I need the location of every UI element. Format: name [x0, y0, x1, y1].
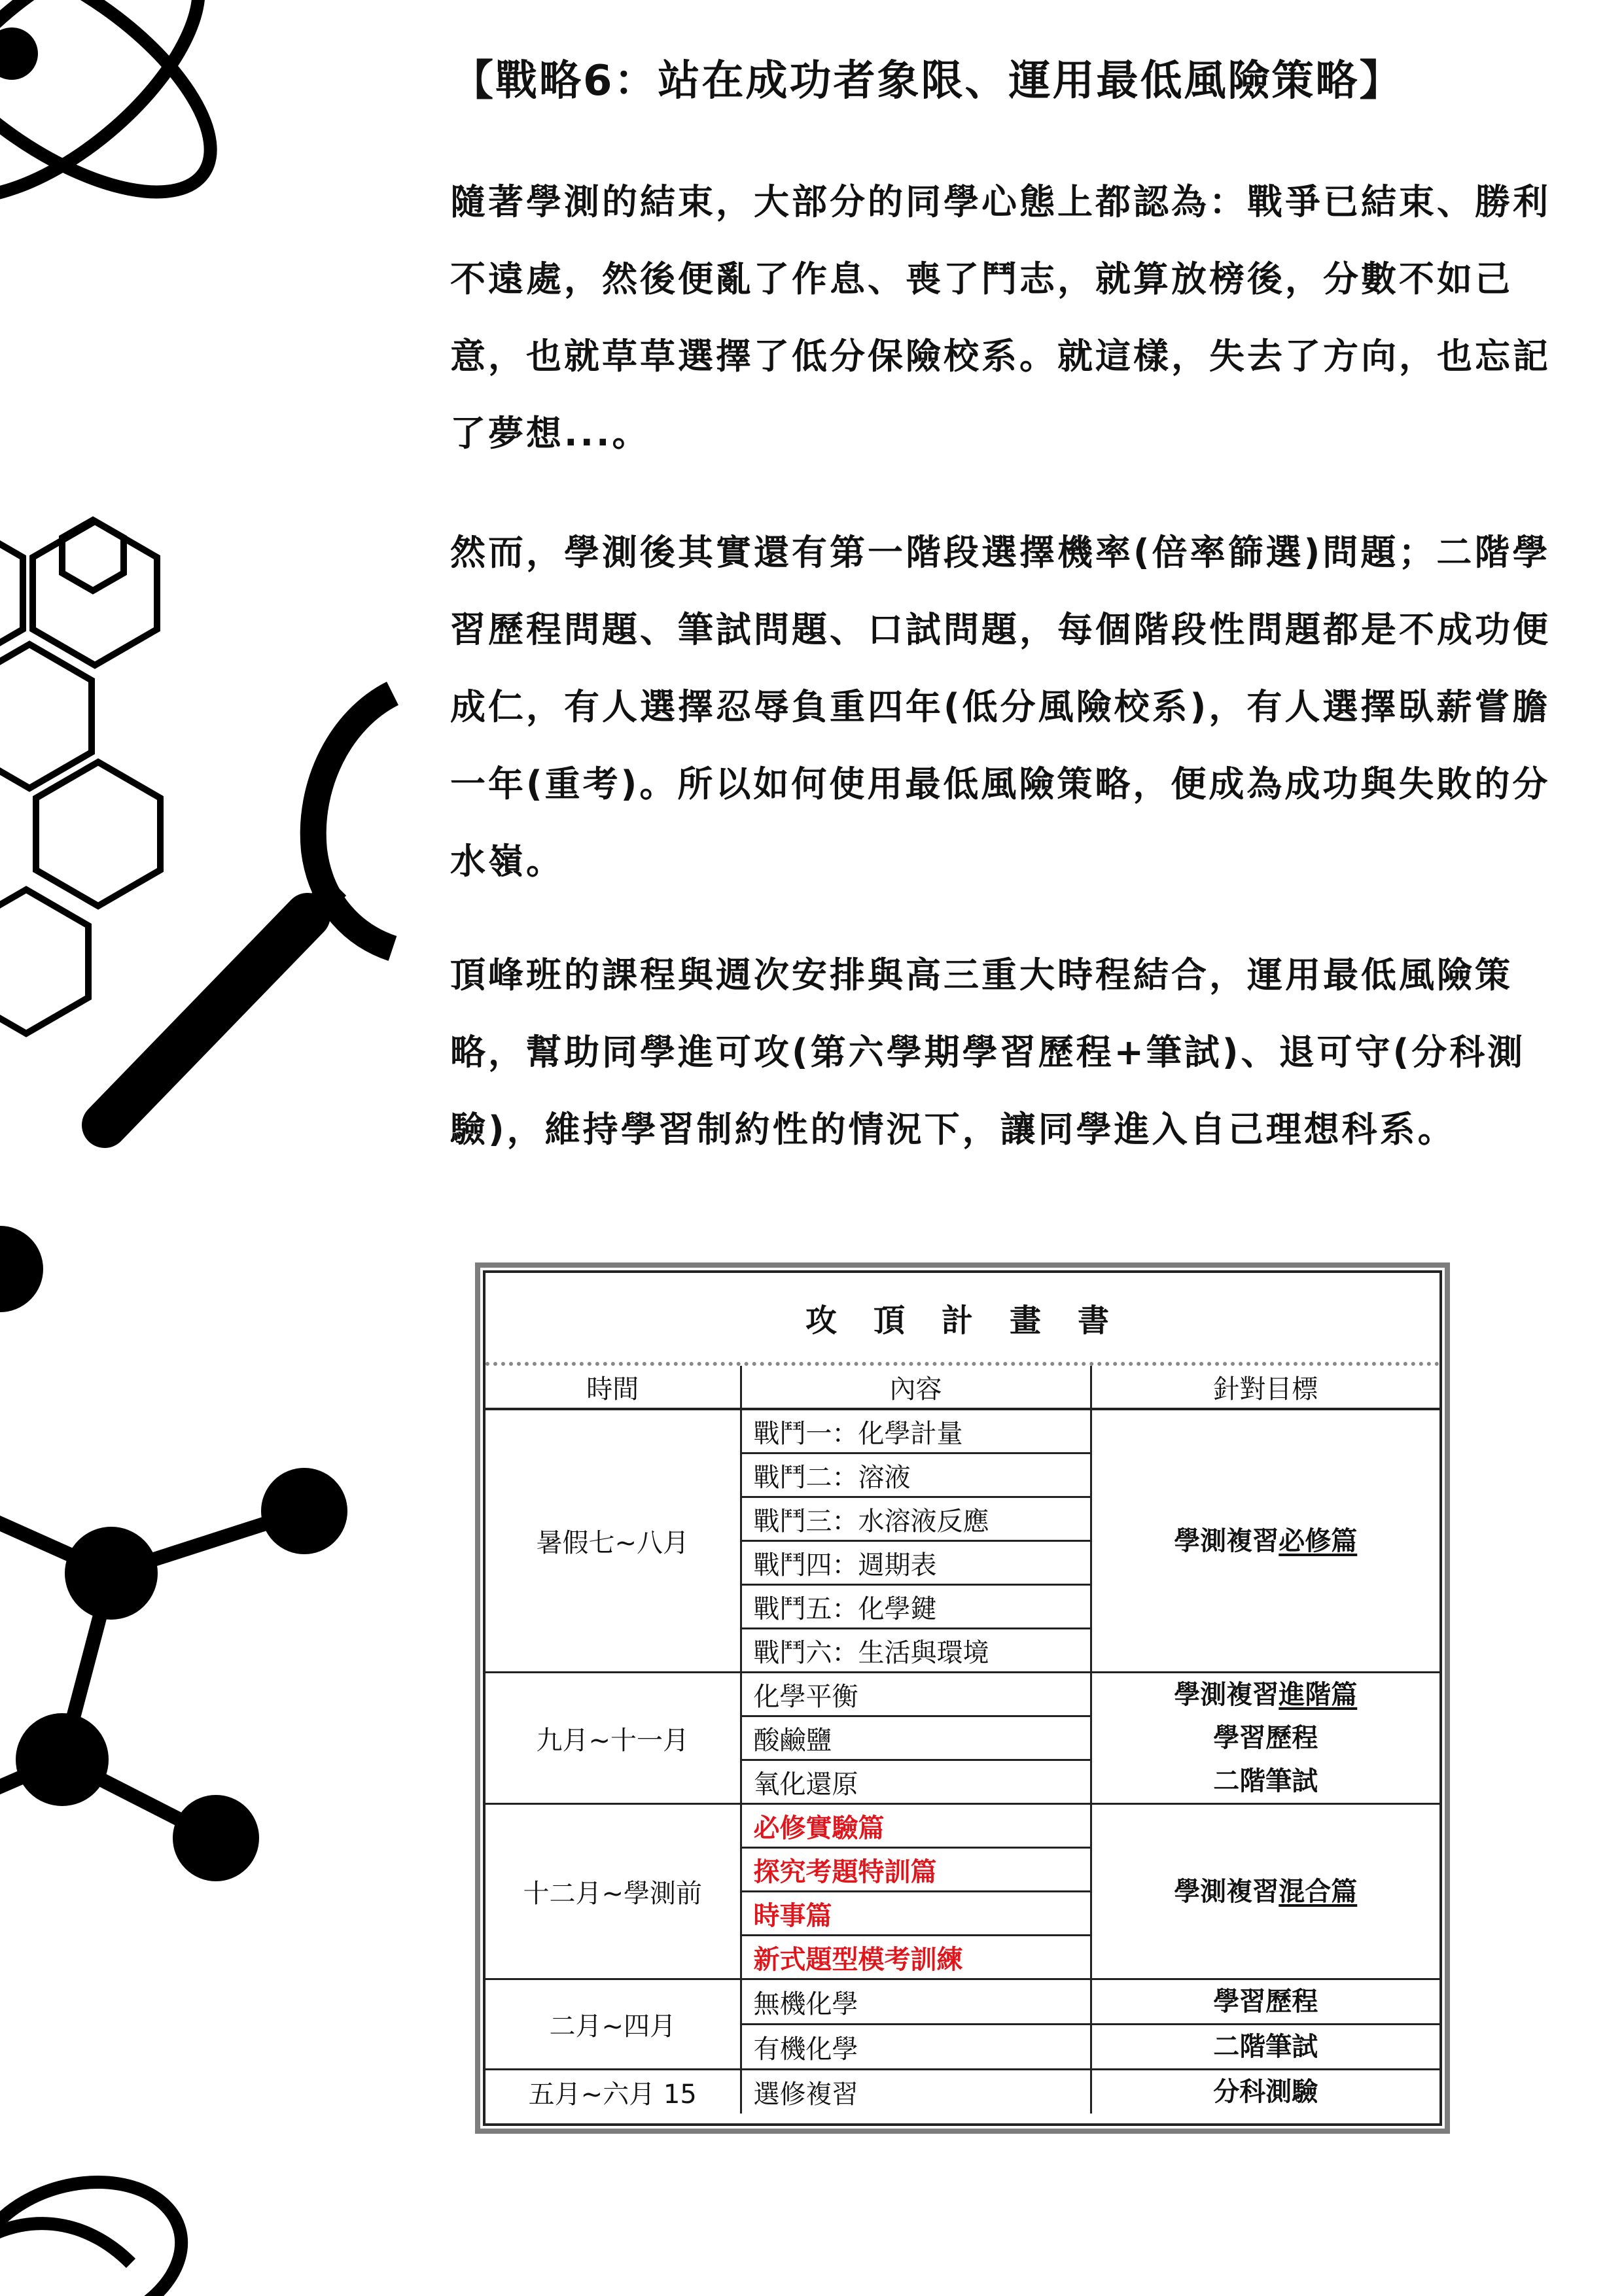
paragraph-3: 頂峰班的課程與週次安排與高三重大時程結合，運用最低風險策略，幫助同學進可攻(第六學期學習歷程+筆試)、退可守(分科測驗)，維持學習制約性的情況下，讓同學進入自己理想科系。	[450, 954, 1526, 1150]
content-cell: 氧化還原	[741, 1760, 1091, 1804]
target-prefix: 學測複習	[1174, 1876, 1279, 1907]
target-cell: 二階筆試	[1091, 2025, 1439, 2070]
molecule-structure-icon	[0, 1233, 340, 1874]
magnifying-glass-icon	[105, 693, 393, 1125]
target-line: 學習歷程	[1213, 1723, 1318, 1753]
time-cell: 暑假七~八月	[485, 1409, 741, 1673]
page-title: 【戰略6：站在成功者象限、運用最低風險策略】	[451, 57, 1403, 105]
header-time: 時間	[485, 1366, 741, 1409]
target-cell: 學習歷程	[1091, 1979, 1439, 2025]
table-row	[485, 1979, 1439, 2025]
time-cell: 九月~十一月	[485, 1673, 741, 1804]
content-cell: 化學平衡	[741, 1673, 1091, 1716]
content-cell: 戰鬥四：週期表	[741, 1541, 1091, 1585]
time-cell: 十二月~學測前	[485, 1804, 741, 1979]
target-cell	[1091, 1673, 1439, 1804]
target-prefix: 學測複習	[1174, 1680, 1279, 1710]
target-underlined: 必修篇	[1279, 1525, 1358, 1556]
header-target: 針對目標	[1091, 1366, 1439, 1409]
target-line	[1092, 1673, 1440, 1716]
content-cell: 戰鬥六：生活與環境	[741, 1629, 1091, 1673]
atom-bottom-icon	[0, 2160, 198, 2296]
table-row	[485, 1673, 1439, 1716]
atom-nucleus-icon	[0, 27, 38, 80]
target-underlined: 進階篇	[1279, 1680, 1358, 1710]
table-row	[485, 1409, 1439, 1453]
content-cell: 有機化學	[741, 2025, 1091, 2070]
target-underlined: 混合篇	[1279, 1876, 1358, 1907]
time-cell: 二月~四月	[485, 1979, 741, 2070]
header-content: 內容	[741, 1366, 1091, 1409]
content-cell: 酸鹼鹽	[741, 1716, 1091, 1760]
target-cell	[1091, 1804, 1439, 1979]
content-cell: 探究考題特訓篇	[741, 1848, 1091, 1892]
plan-table	[485, 1366, 1439, 2113]
target-prefix: 學測複習	[1174, 1525, 1279, 1556]
content-cell: 選修複習	[741, 2070, 1091, 2114]
target-line: 二階筆試	[1213, 1766, 1318, 1796]
hexagon-molecule-icon	[0, 520, 160, 1034]
target-cell: 分科測驗	[1213, 2077, 1318, 2107]
table-row	[485, 2070, 1439, 2114]
paragraph-2: 然而，學測後其實還有第一階段選擇機率(倍率篩選)問題；二階學習歷程問題、筆試問題、口試問題，每個階段性問題都是不成功便成仁，有人選擇忍辱負重四年(低分風險校系)，有人選擇臥薪嘗膽一年(重考)。所以如何使用最低風險策略，便成為成功與失敗的分水嶺。	[450, 532, 1551, 882]
content-cell: 必修實驗篇	[741, 1804, 1091, 1848]
target-cell	[1091, 1409, 1439, 1673]
plan-table-container	[483, 1270, 1442, 2126]
atom-icon	[0, 0, 249, 241]
plan-table-title: 攻頂計畫書	[485, 1273, 1439, 1366]
content-cell: 戰鬥二：溶液	[741, 1453, 1091, 1497]
content-cell: 無機化學	[741, 1979, 1091, 2025]
content-cell: 時事篇	[741, 1892, 1091, 1936]
content-cell: 戰鬥三：水溶液反應	[741, 1497, 1091, 1541]
plan-table-frame	[475, 1262, 1450, 2134]
paragraph-1: 隨著學測的結束，大部分的同學心態上都認為：戰爭已結束、勝利不遠處，然後便亂了作息、喪了鬥志，就算放榜後，分數不如己意，也就草草選擇了低分保險校系。就這樣，失去了方向，也忘記了夢想...。	[450, 181, 1551, 454]
content-cell: 戰鬥一：化學計量	[741, 1409, 1091, 1453]
content-cell: 新式題型模考訓練	[741, 1936, 1091, 1979]
table-header-row	[485, 1366, 1439, 1409]
time-cell: 五月~六月 15	[485, 2070, 741, 2114]
table-row	[485, 1804, 1439, 1848]
content-cell: 戰鬥五：化學鍵	[741, 1585, 1091, 1629]
